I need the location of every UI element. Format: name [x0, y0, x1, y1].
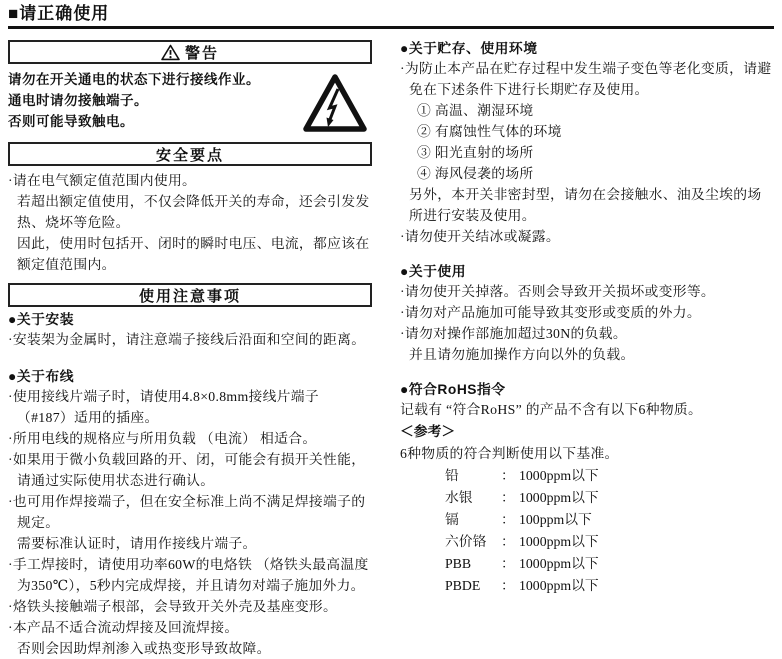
electric-shock-hazard-icon [302, 72, 368, 134]
wiring-item: ·也可用作焊接端子，但在安全标准上尚不满足焊接端子的规定。 [8, 494, 366, 530]
safety-points-label: 安全要点 [155, 146, 224, 164]
warning-triangle-icon [161, 44, 180, 61]
substance-row [400, 553, 774, 575]
wiring-item: ·手工焊接时，请使用功率60W的电烙铁 （烙铁头最高温度为350℃），5秒内完成焊接，并且请勿对端子施加外力。 [8, 557, 369, 593]
page-title: ■请正确使用 [8, 4, 110, 23]
substance-row [400, 531, 774, 553]
storage-numbered-item: ② 有腐蚀性气体的环境 [417, 124, 562, 139]
wiring-item: ·烙铁头接触端子根部，会导致开关外壳及基座变形。 [8, 599, 338, 614]
wiring-item: ·使用接线片端子时，请使用4.8×0.8mm接线片端子 （#187）适用的插座。 [8, 389, 319, 425]
safety-line: 因此，使用时包括开、闭时的瞬时电压、电流，都应该在额定值范围内。 [17, 236, 370, 272]
warning-body [8, 69, 372, 135]
storage-item: ·请勿使开关结冰或凝露。 [400, 229, 560, 244]
usage-item: ·请勿对操作部施加超过30N的负载。 [400, 326, 627, 341]
wiring-title: ●关于布线 [8, 369, 75, 384]
usage-notes-label: 使用注意事项 [138, 287, 241, 305]
substance-limit: 1000ppm以下 [519, 490, 599, 505]
substance-limit: 1000ppm以下 [519, 468, 599, 483]
safety-line: ·请在电气额定值范围内使用。 [8, 173, 197, 188]
rohs-reference-label: ＜参考＞ [400, 424, 456, 439]
wiring-item: ·本产品不适合流动焊接及回流焊接。 [8, 620, 239, 635]
left-column [8, 29, 372, 659]
rohs-description: 记载有 “符合RoHS” 的产品不含有以下6种物质。 [400, 402, 703, 417]
rohs-title: ●符合RoHS指令 [400, 382, 506, 397]
usage-section [400, 263, 774, 365]
right-column [400, 29, 774, 659]
installation-title: ●关于安装 [8, 312, 75, 327]
substance-colon: ： [501, 512, 515, 527]
wiring-item-continuation: 需要标准认证时，请用作接线片端子。 [17, 536, 257, 551]
substance-row [400, 575, 774, 597]
usage-title: ●关于使用 [400, 264, 467, 279]
wiring-section [8, 368, 372, 659]
safety-points-header [8, 142, 372, 166]
substance-colon: ： [501, 468, 515, 483]
substance-limit: 1000ppm以下 [519, 534, 599, 549]
usage-item: ·请勿使开关掉落。否则会导致开关损坏或变形等。 [400, 284, 716, 299]
usage-item-continuation: 并且请勿施加操作方向以外的负载。 [409, 347, 635, 362]
substance-row [400, 465, 774, 487]
safety-line: 若超出额定值使用，不仅会降低开关的寿命，还会引发发热、烧坏等危险。 [17, 194, 370, 230]
warning-box-header [8, 40, 372, 64]
substance-row [400, 487, 774, 509]
substance-colon: ： [501, 490, 515, 505]
warning-line: 请勿在开关通电的状态下进行接线作业。 [8, 72, 260, 87]
usage-notes-header [8, 283, 372, 307]
storage-item: ·为防止本产品在贮存过程中发生端子变色等老化变质，请避免在下述条件下进行长期贮存及使用。 [400, 61, 772, 97]
warning-line: 否则可能导致触电。 [8, 114, 134, 129]
substance-name: PBB [445, 556, 472, 571]
substance-colon: ： [501, 556, 515, 571]
substance-name: 六价铬 [445, 534, 487, 549]
storage-title: ●关于贮存、使用环境 [400, 41, 538, 56]
storage-environment-section [400, 40, 774, 247]
substance-limit: 100ppm以下 [519, 512, 592, 527]
rohs-section [400, 381, 774, 597]
substance-limit: 1000ppm以下 [519, 556, 599, 571]
storage-item-continuation: 另外，本开关非密封型，请勿在会接触水、油及尘埃的场所进行安装及使用。 [409, 187, 762, 223]
rohs-substance-list [400, 465, 774, 597]
usage-item: ·请勿对产品施加可能导致其变形或变质的外力。 [400, 305, 701, 320]
substance-row [400, 509, 774, 531]
substance-colon: ： [501, 578, 515, 593]
rohs-reference-description: 6种物质的符合判断使用以下基准。 [400, 446, 619, 461]
warning-header-label: 警告 [184, 44, 219, 62]
storage-numbered-item: ① 高温、潮湿环境 [417, 103, 534, 118]
wiring-item: ·如果用于微小负载回路的开、闭，可能会有损开关性能，请通过实际使用状态进行确认。 [8, 452, 366, 488]
substance-colon: ： [501, 534, 515, 549]
substance-name: PBDE [445, 578, 481, 593]
two-column-layout [0, 29, 782, 659]
substance-limit: 1000ppm以下 [519, 578, 599, 593]
installation-item: ·安装架为金属时，请注意端子接线后沿面和空间的距离。 [8, 332, 366, 347]
wiring-item-continuation: 否则会因助焊剂渗入或热变形导致故障。 [17, 641, 271, 656]
substance-name: 水银 [445, 490, 473, 505]
safety-points-body [8, 170, 372, 275]
substance-name: 铅 [445, 468, 459, 483]
storage-numbered-item: ④ 海风侵袭的场所 [417, 166, 534, 181]
storage-numbered-item: ③ 阳光直射的场所 [417, 145, 534, 160]
substance-name: 镉 [445, 512, 459, 527]
installation-section [8, 311, 372, 350]
warning-line: 通电时请勿接触端子。 [8, 93, 148, 108]
wiring-item: ·所用电线的规格应与所用负载 （电流） 相适合。 [8, 431, 317, 446]
